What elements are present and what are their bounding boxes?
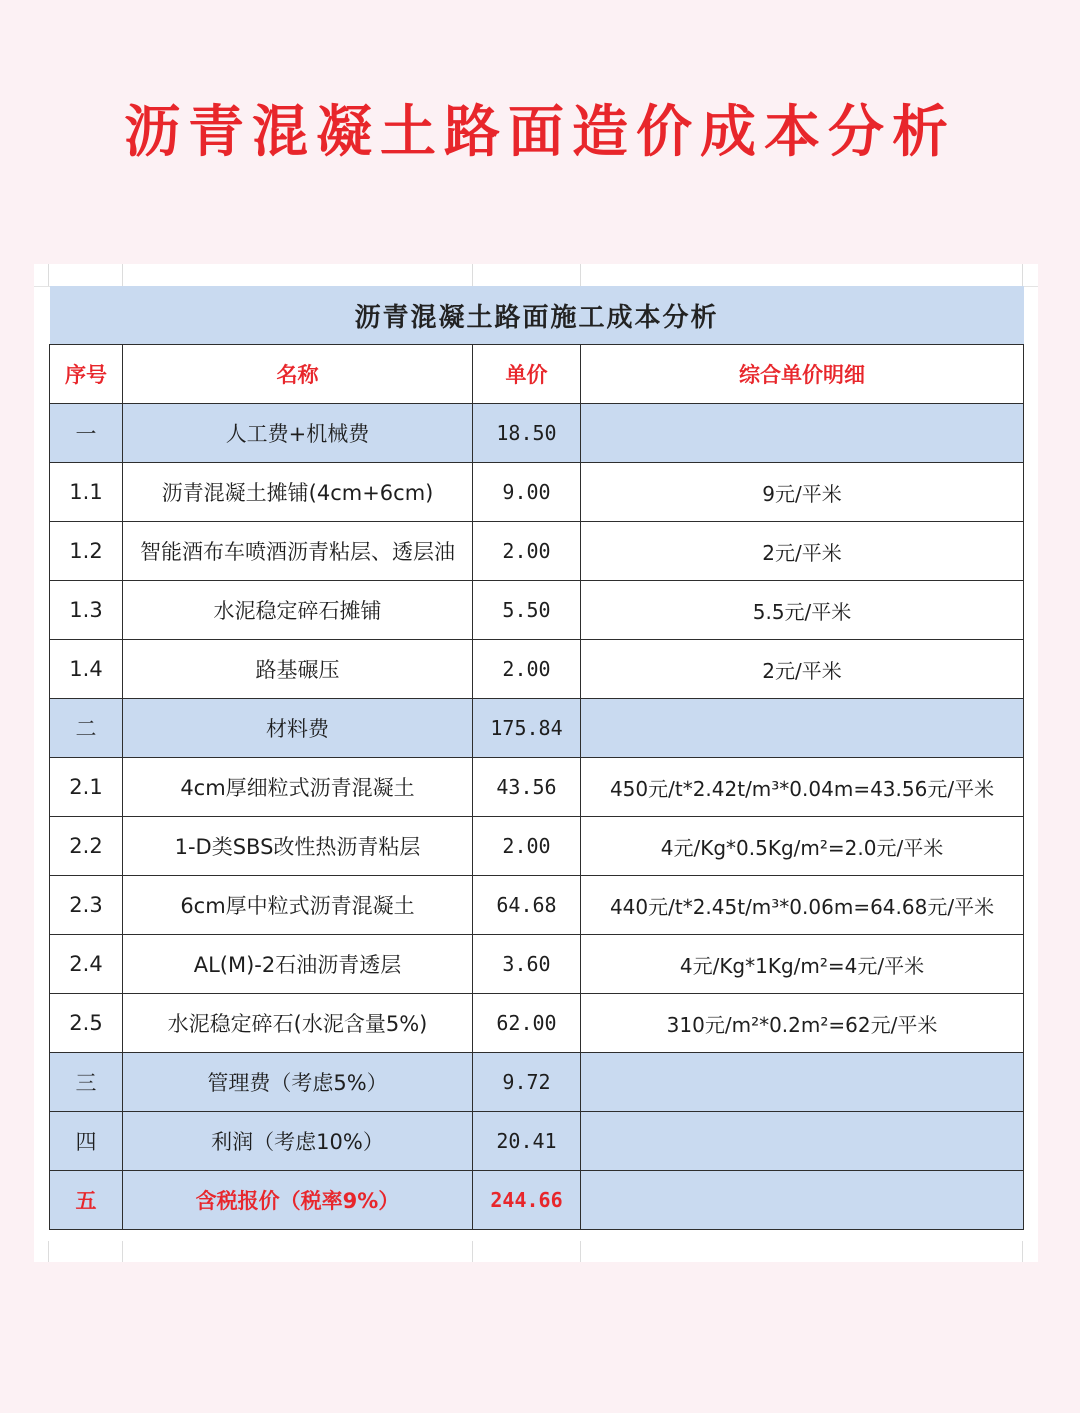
row-detail-cell: [581, 1112, 1024, 1171]
row-seq-cell: 2.1: [50, 758, 123, 817]
row-seq-cell: 1.1: [50, 463, 123, 522]
page-title: 沥青混凝土路面造价成本分析: [124, 99, 956, 165]
row-name-cell: 管理费（考虑5%）: [123, 1053, 473, 1112]
row-seq-cell: 1.3: [50, 581, 123, 640]
row-name-cell: 含税报价（税率9%）: [123, 1171, 473, 1230]
cost-analysis-table: [49, 286, 1024, 1230]
row-detail-cell: 440元/t*2.45t/m³*0.06m=64.68元/平米: [581, 876, 1024, 935]
table-row: [50, 699, 1024, 758]
row-name-cell: 1-D类SBS改性热沥青粘层: [123, 817, 473, 876]
row-name-cell: 利润（考虑10%）: [123, 1112, 473, 1171]
row-name-cell: 沥青混凝土摊铺(4cm+6cm): [123, 463, 473, 522]
table-row: [50, 1171, 1024, 1230]
table-caption: 沥青混凝土路面施工成本分析: [50, 286, 1024, 345]
row-name-cell: 6cm厚中粒式沥青混凝土: [123, 876, 473, 935]
row-detail-cell: [581, 699, 1024, 758]
row-detail-cell: [581, 1171, 1024, 1230]
table-row: [50, 404, 1024, 463]
row-name-cell: 水泥稳定碎石摊铺: [123, 581, 473, 640]
row-seq-cell: 五: [50, 1171, 123, 1230]
row-price-cell: 244.66: [473, 1171, 581, 1230]
row-detail-cell: 4元/Kg*1Kg/m²=4元/平米: [581, 935, 1024, 994]
row-seq-cell: 三: [50, 1053, 123, 1112]
row-price-cell: 64.68: [473, 876, 581, 935]
row-detail-cell: [581, 1053, 1024, 1112]
grid-line: [580, 264, 581, 286]
row-seq-cell: 二: [50, 699, 123, 758]
row-price-cell: 2.00: [473, 640, 581, 699]
grid-line: [1022, 264, 1023, 286]
grid-line: [580, 1241, 581, 1262]
row-detail-cell: 310元/m²*0.2m²=62元/平米: [581, 994, 1024, 1053]
row-price-cell: 9.72: [473, 1053, 581, 1112]
header-price: 单价: [473, 345, 581, 404]
table-row: [50, 758, 1024, 817]
header-seq: 序号: [50, 345, 123, 404]
grid-line: [472, 1241, 473, 1262]
row-name-cell: AL(M)-2石油沥青透层: [123, 935, 473, 994]
row-seq-cell: 2.3: [50, 876, 123, 935]
row-detail-cell: 9元/平米: [581, 463, 1024, 522]
grid-line: [472, 264, 473, 286]
grid-line: [122, 264, 123, 286]
row-detail-cell: 450元/t*2.42t/m³*0.04m=43.56元/平米: [581, 758, 1024, 817]
row-name-cell: 路基碾压: [123, 640, 473, 699]
table-header-row: [50, 345, 1024, 404]
grid-line: [1022, 1241, 1023, 1262]
table-row: [50, 876, 1024, 935]
row-seq-cell: 1.2: [50, 522, 123, 581]
row-price-cell: 5.50: [473, 581, 581, 640]
row-seq-cell: 2.4: [50, 935, 123, 994]
row-seq-cell: 2.2: [50, 817, 123, 876]
row-name-cell: 智能酒布车喷酒沥青粘层、透层油: [123, 522, 473, 581]
row-seq-cell: 一: [50, 404, 123, 463]
row-price-cell: 62.00: [473, 994, 581, 1053]
row-price-cell: 43.56: [473, 758, 581, 817]
grid-line: [48, 1241, 49, 1262]
row-price-cell: 2.00: [473, 817, 581, 876]
table-row: [50, 817, 1024, 876]
row-price-cell: 2.00: [473, 522, 581, 581]
table-row: [50, 463, 1024, 522]
row-name-cell: 材料费: [123, 699, 473, 758]
grid-line: [48, 264, 49, 286]
row-seq-cell: 四: [50, 1112, 123, 1171]
row-price-cell: 20.41: [473, 1112, 581, 1171]
table-row: [50, 935, 1024, 994]
row-name-cell: 人工费+机械费: [123, 404, 473, 463]
row-name-cell: 水泥稳定碎石(水泥含量5%): [123, 994, 473, 1053]
table-row: [50, 581, 1024, 640]
row-name-cell: 4cm厚细粒式沥青混凝土: [123, 758, 473, 817]
table-row: [50, 1053, 1024, 1112]
row-seq-cell: 2.5: [50, 994, 123, 1053]
row-detail-cell: 2元/平米: [581, 640, 1024, 699]
row-price-cell: 3.60: [473, 935, 581, 994]
row-detail-cell: 4元/Kg*0.5Kg/m²=2.0元/平米: [581, 817, 1024, 876]
table-row: [50, 522, 1024, 581]
table-caption-row: [50, 286, 1024, 345]
row-detail-cell: 5.5元/平米: [581, 581, 1024, 640]
row-price-cell: 175.84: [473, 699, 581, 758]
row-detail-cell: [581, 404, 1024, 463]
table-row: [50, 994, 1024, 1053]
header-name: 名称: [123, 345, 473, 404]
table-row: [50, 1112, 1024, 1171]
grid-line: [122, 1241, 123, 1262]
row-detail-cell: 2元/平米: [581, 522, 1024, 581]
row-seq-cell: 1.4: [50, 640, 123, 699]
row-price-cell: 18.50: [473, 404, 581, 463]
header-detail: 综合单价明细: [581, 345, 1024, 404]
row-price-cell: 9.00: [473, 463, 581, 522]
table-row: [50, 640, 1024, 699]
